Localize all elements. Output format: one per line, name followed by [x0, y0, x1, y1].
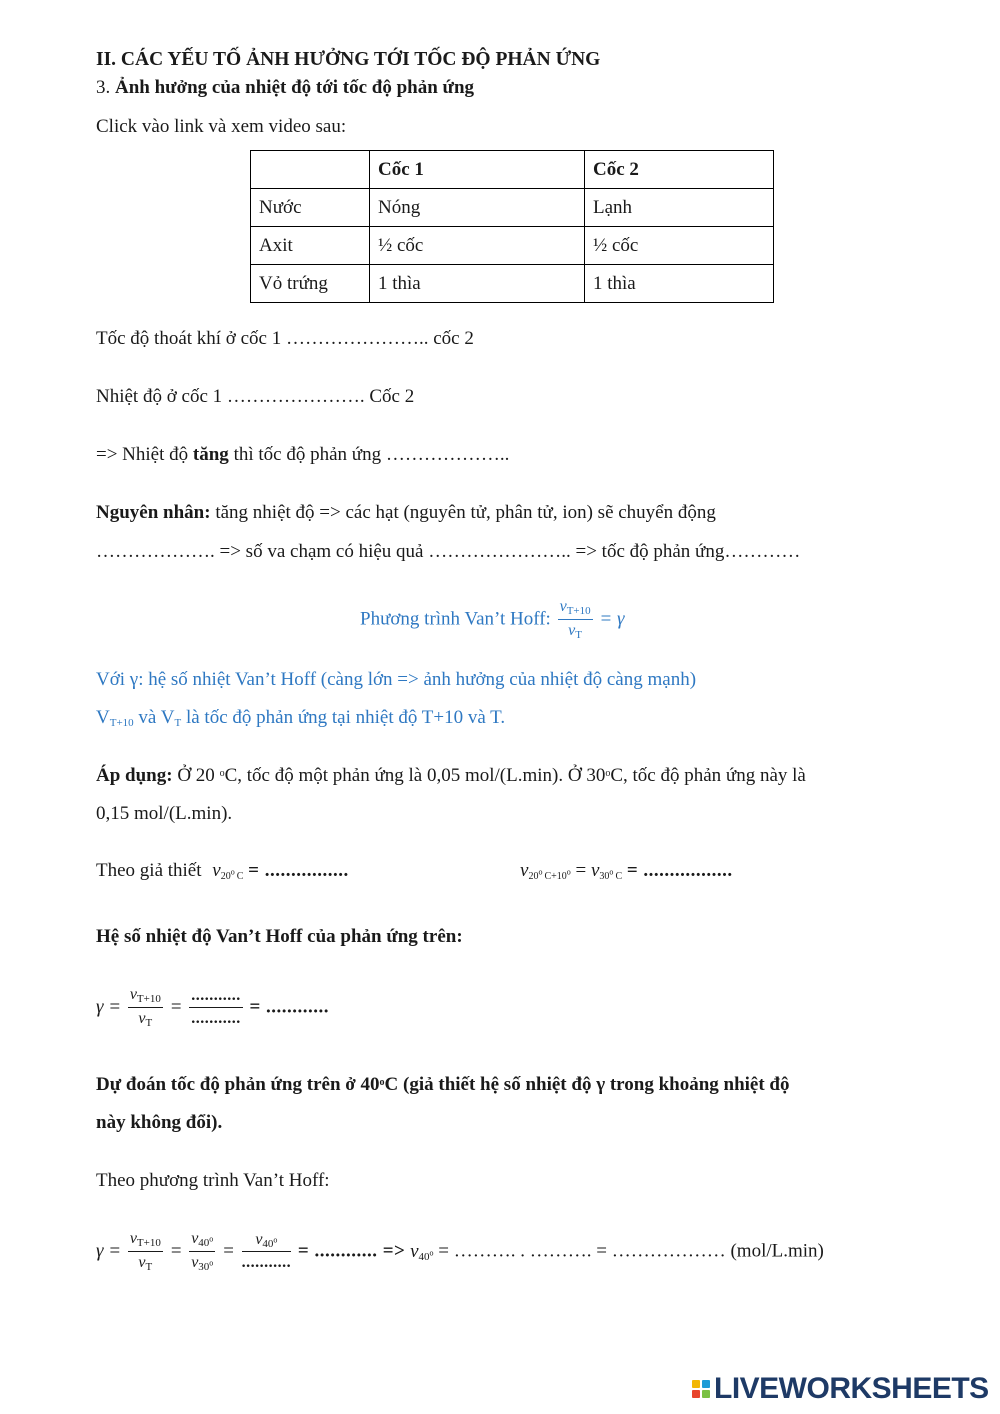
final-formula — [96, 1230, 824, 1273]
final-end[interactable]: = ………. . ………. = ……………… (mol/L.min) — [438, 1240, 824, 1262]
coef-frac-2[interactable] — [189, 987, 243, 1028]
theo-pt-text: Theo phương trình Van’t Hoff: — [96, 1170, 330, 1191]
apply-t2: C, tốc độ một phản ứng là 0,05 mol/(L.min). Ở 30 — [224, 765, 606, 786]
section-title: II. CÁC YẾU TỐ ẢNH HƯỞNG TỚI TỐC ĐỘ PHẢN ỨNG — [96, 49, 601, 70]
table-header-row — [251, 151, 774, 189]
final-arrow[interactable]: = ............ => — [297, 1240, 406, 1262]
vant-hoff-label: Phương trình Van’t Hoff: — [360, 608, 551, 630]
final-frac-1: $\frac{v_{T+10}}{v_T}$ — [129, 1230, 161, 1273]
coef-blank-den[interactable]: ........... — [191, 1009, 241, 1027]
table-row — [251, 227, 774, 265]
final-s-den: T — [145, 1260, 153, 1273]
final-s40: 40 — [198, 1237, 210, 1249]
given-blank-2[interactable]: = ................. — [626, 860, 733, 881]
final-eq-1: = — [169, 1240, 183, 1262]
coef-formula — [96, 986, 329, 1029]
note-end: là tốc độ phản ứng tại nhiệt độ T+10 và T. — [181, 707, 506, 728]
given-v3-var: v — [590, 860, 600, 881]
frac-den-sub: T — [575, 628, 583, 641]
conclusion-post: thì tốc độ phản ứng ……………….. — [228, 444, 510, 465]
given-v2-var: v — [520, 860, 529, 881]
coef-den-sub: T — [145, 1016, 153, 1029]
table-cell: 1 thìa — [370, 265, 585, 303]
table-cell: Axit — [251, 227, 370, 265]
coef-frac-1: $\frac{v_{T+10}}{v_T}$ — [129, 986, 161, 1029]
table-cell: ½ cốc — [370, 227, 585, 265]
table-cell: Nước — [251, 189, 370, 227]
intro-text: Click vào link và xem video sau: — [96, 116, 347, 137]
given-s1: 20 — [220, 871, 231, 882]
coef-gamma: γ = — [96, 996, 122, 1018]
final-s40b: 40 — [262, 1237, 274, 1250]
vant-hoff-fraction — [558, 598, 593, 641]
table-row — [251, 189, 774, 227]
final-frac-2: $\frac{v_{40^o}}{v_{30^o}}$ — [191, 1230, 214, 1273]
predict-line-1 — [96, 1074, 790, 1096]
apply-line-1 — [96, 765, 806, 787]
coef-num-sub: T+10 — [136, 993, 161, 1005]
apply-t3: C, tốc độ phản ứng này là — [610, 765, 806, 786]
apply-t1: Ở 20 — [172, 765, 220, 786]
vant-hoff-equation — [360, 598, 624, 641]
cause-line-2: ………………. => số va chạm có hiệu quả ………………….. => tốc độ phản ứng………… — [96, 541, 801, 562]
question-gas-rate: Tốc độ thoát khí ở cốc 1 ………………….. cốc 2 — [96, 328, 474, 349]
predict-line-2: này không đổi). — [96, 1112, 223, 1133]
liveworksheets-logo — [692, 1372, 989, 1406]
cause-label: Nguyên nhân: — [96, 502, 211, 523]
predict-sup: o — [379, 1077, 385, 1088]
final-s40-deg: o — [209, 1234, 214, 1244]
apply-sup1: o — [219, 768, 225, 779]
final-eq-2: = — [222, 1240, 235, 1262]
apply-line-2: 0,15 mol/(L.min). — [96, 803, 233, 824]
given-eq: = — [570, 860, 591, 881]
note-sub-2: T — [174, 717, 182, 729]
final-s30-deg: o — [209, 1257, 214, 1267]
final-gamma: γ = — [96, 1240, 122, 1262]
table-cell: 1 thìa — [585, 265, 774, 303]
given-s1-deg: o — [230, 867, 235, 877]
coef-heading: Hệ số nhiệt độ Van’t Hoff của phản ứng trên: — [96, 926, 463, 947]
logo-text: LIVEWORKSHEETS — [714, 1372, 989, 1405]
predict-post: C (giả thiết hệ số nhiệt độ γ trong khoảng nhiệt độ — [384, 1074, 790, 1095]
logo-icon — [692, 1380, 710, 1398]
final-s30: 30 — [198, 1260, 210, 1273]
table-cell: Lạnh — [585, 189, 774, 227]
given-s2-deg: o — [538, 867, 543, 877]
cause-line-1 — [96, 502, 716, 524]
given-s2-deg2: o — [566, 867, 571, 877]
conclusion-bold: tăng — [192, 444, 229, 465]
question-conclusion — [96, 444, 509, 466]
given-blank-1[interactable]: = ................ — [248, 860, 349, 881]
vant-hoff-rhs: = γ — [599, 608, 625, 630]
table-cell: Vỏ trứng — [251, 265, 370, 303]
frac-num-sub: T+10 — [566, 605, 591, 617]
given-v1-var: v — [212, 860, 221, 881]
subsection-heading: Ảnh hưởng của nhiệt độ tới tốc độ phản ứng — [115, 77, 475, 98]
cause-text: tăng nhiệt độ => các hạt (nguyên tử, phân tử, ion) sẽ chuyển động — [210, 502, 716, 523]
note-mid: và V — [133, 707, 175, 728]
coef-eq: = — [169, 996, 183, 1018]
note-v: V — [96, 707, 110, 728]
table-cell: Nóng — [370, 189, 585, 227]
apply-label: Áp dụng: — [96, 765, 173, 786]
given-s1-unit: C — [236, 871, 244, 882]
given-v1 — [212, 860, 243, 881]
vant-hoff-note-2 — [96, 707, 505, 729]
given-label: Theo giả thiết — [96, 860, 202, 881]
frac-num-var: v — [559, 598, 567, 615]
conclusion-pre: => Nhiệt độ — [96, 444, 193, 465]
coef-result-blank[interactable]: = ............ — [249, 996, 330, 1018]
given-v2 — [520, 860, 571, 881]
table-header-cell — [251, 151, 370, 189]
final-s-num: T+10 — [136, 1237, 161, 1249]
vant-hoff-note-1: Với γ: hệ số nhiệt Van’t Hoff (càng lớn => ảnh hưởng của nhiệt độ càng mạnh) — [96, 669, 697, 690]
table-header-cell: Cốc 1 — [370, 151, 585, 189]
table-cell: ½ cốc — [585, 227, 774, 265]
final-s40b-deg: o — [273, 1234, 278, 1244]
final-blank-den[interactable]: ........... — [241, 1254, 292, 1272]
question-temperature: Nhiệt độ ở cốc 1 …………………. Cốc 2 — [96, 386, 415, 407]
apply-sup2: o — [605, 768, 611, 779]
given-s3-unit: C — [615, 871, 623, 882]
given-line-right — [520, 860, 733, 882]
table-header-cell: Cốc 2 — [585, 151, 774, 189]
given-v3 — [591, 860, 622, 881]
experiment-table — [250, 150, 774, 303]
final-v40-sub: 40 — [418, 1250, 430, 1263]
final-v40: $v_{40^o}$ — [410, 1240, 434, 1263]
given-s3-deg: o — [609, 867, 614, 877]
note-sub-1: T+10 — [109, 717, 134, 729]
final-v40-deg: o — [429, 1247, 434, 1257]
given-s2-mid: C+10 — [544, 871, 567, 882]
coef-blank-num[interactable]: ........... — [189, 987, 243, 1007]
subsection-number: 3. — [96, 77, 111, 98]
given-s2: 20 — [528, 871, 539, 882]
table-row — [251, 265, 774, 303]
frac-den-var: v — [568, 621, 576, 639]
given-s3: 30 — [599, 871, 610, 882]
predict-pre: Dự đoán tốc độ phản ứng trên ở 40 — [96, 1074, 380, 1095]
final-frac-3: $\frac{v_{40^o}}{...........}$ — [241, 1230, 292, 1272]
subsection-title — [96, 77, 474, 99]
